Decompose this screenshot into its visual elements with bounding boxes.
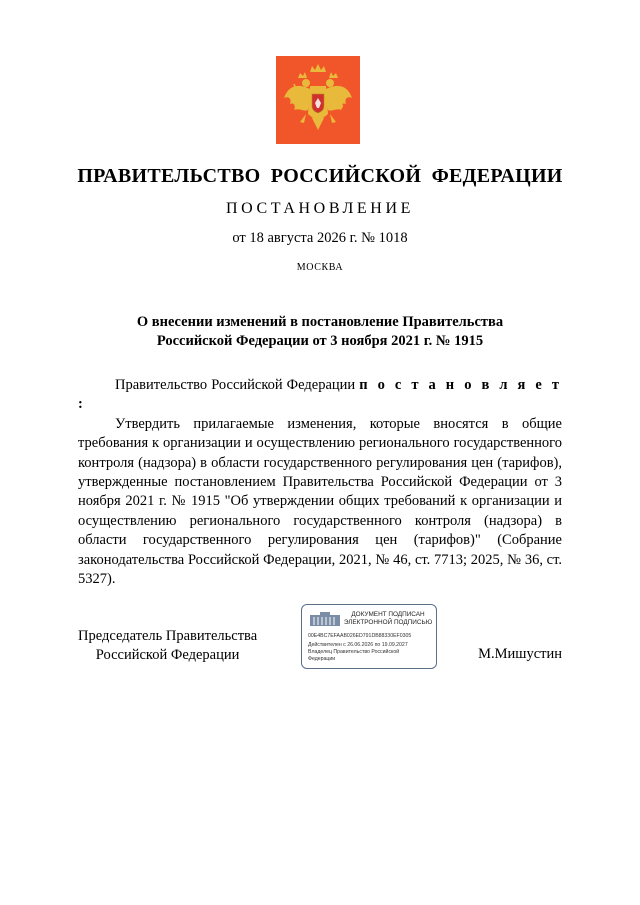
coat-of-arms-emblem	[276, 56, 360, 144]
stamp-validity: Действителен с 26.06.2026 по 19.09.2027	[308, 642, 408, 648]
resolution-intro	[78, 376, 562, 415]
stamp-owner-line-1: Владелец Правительство Российской	[308, 649, 400, 655]
signer-name: М.Мишустин	[478, 646, 562, 662]
intro-text: Правительство Российской Федерации	[115, 377, 360, 393]
document-type: ПОСТАНОВЛЕНИЕ	[226, 200, 414, 217]
stamp-title	[342, 611, 434, 627]
stamp-title-line-2: ЭЛЕКТРОННОЙ ПОДПИСЬЮ	[343, 619, 433, 626]
electronic-signature-stamp	[301, 604, 437, 669]
government-building-icon	[308, 611, 344, 627]
signer-position	[78, 627, 257, 665]
stamp-title-line-1: ДОКУМЕНТ ПОДПИСАН	[351, 611, 425, 618]
signer-position-line-2: Российской Федерации	[95, 647, 240, 663]
body-paragraph: Утвердить прилагаемые изменения, которые вносятся в общие требования к организации и осуществлению регионального государственного контроля (надзора) в области государственного регулирования цен (тарифов), утвержденные постановлением Правительства Российской Федерации от 3 ноября 2021 г. № 1915 "Об утверждении общих требований к организации и осуществлению регионального государственного контроля (надзора) в области государственного регулирования цен (тарифов)" (Собрание законодательства Российской Федерации, 2021, № 46, ст. 7713; 2025, № 36, ст. 5327).	[78, 415, 562, 588]
stamp-owner-line-2: Федерации	[308, 656, 336, 662]
signer-position-line-1: Председатель Правительства	[78, 628, 258, 644]
government-title: ПРАВИТЕЛЬСТВО РОССИЙСКОЙ ФЕДЕРАЦИИ	[77, 165, 563, 187]
document-body	[78, 376, 562, 589]
resolves-word: п о с т а н о в л я е т :	[78, 377, 562, 413]
document-heading	[0, 313, 640, 351]
heading-line-2: Российской Федерации от 3 ноября 2021 г. № 1915	[156, 333, 484, 349]
document-date-number: от 18 августа 2026 г. № 1018	[232, 230, 408, 246]
heading-line-1: О внесении изменений в постановление Правительства	[136, 314, 504, 330]
document-city: МОСКВА	[296, 262, 344, 273]
stamp-certificate-number: 00E4BC7EFAAB026ED791DB88330EF0305	[308, 633, 412, 639]
